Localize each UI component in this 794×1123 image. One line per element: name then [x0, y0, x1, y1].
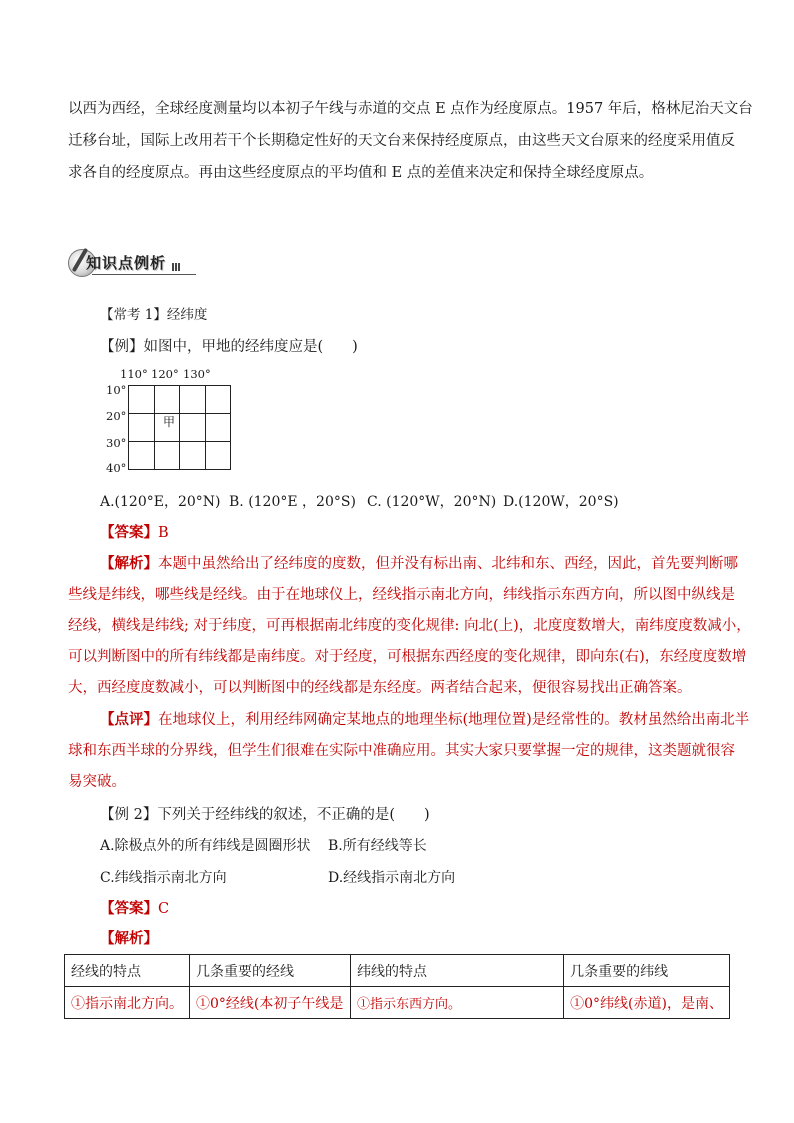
comment-line-1 [100, 710, 749, 730]
example1-option-c: C. (120°W，20°N) [367, 494, 497, 510]
table-cell: ①0°经线(本初子午线是 [190, 987, 351, 1019]
section-title: 知识点例析 [86, 254, 167, 272]
example2-answer-value: C [158, 901, 170, 917]
analysis-line-4: 可以判断图中的所有纬线都是南纬度。对于经度，可根据东西经度的变化规律，即向东(右)，东经度度数增 [68, 649, 747, 665]
table-header-cell: 几条重要的经线 [190, 955, 351, 987]
table-header-cell: 经线的特点 [65, 955, 190, 987]
changkao-heading [100, 305, 207, 325]
comment-line-2: 球和东西半球的分界线，但学生们很难在实际中准确应用。其实大家只要掌握一定的规律，这类题就很容 [68, 743, 735, 759]
lat-label-20: 20° [106, 409, 127, 423]
example1-question [100, 337, 358, 357]
analysis-line-2: 些线是纬线，哪些线是经线。由于在地球仪上，经线指示南北方向，纬线指示东西方向，所以图中纵线是 [68, 587, 735, 603]
comment-line-3: 易突破。 [68, 774, 126, 790]
answer-value: B [158, 525, 169, 541]
example2-question-text: 下列关于经纬线的叙述，不正确的是( ) [157, 807, 430, 823]
lat-label-10: 10° [106, 383, 127, 397]
grid-cells [128, 385, 231, 470]
example2-question [100, 805, 430, 825]
example2-analysis-tag: 【解析】 [100, 930, 158, 947]
intro-line-1: 以西为西经，全球经度测量均以本初子午线与赤道的交点 E 点作为经度原点。1957 年后，格林尼治天文台 [68, 101, 753, 117]
header-underline [92, 274, 196, 275]
example1-tag: 【例】 [100, 339, 144, 355]
table-row [65, 987, 730, 1019]
changkao-tag: 【常考 1】 [100, 307, 167, 323]
dots-decoration [172, 263, 180, 271]
example2-option-b: B.所有经线等长 [328, 838, 427, 854]
table-header-cell: 几条重要的纬线 [564, 955, 730, 987]
example2-answer-tag: 【答案】 [100, 900, 158, 917]
analysis-line-5: 大，西经度度数减小，可以判断图中的经线都是东经度。两者结合起来，便很容易找出正确答案。 [68, 680, 692, 696]
comment-tag: 【点评】 [100, 711, 158, 728]
intro-line-3: 求各自的经度原点。再由这些经度原点的平均值和 E 点的差值来决定和保持全球经度原点。 [68, 165, 654, 181]
answer-tag: 【答案】 [100, 524, 158, 541]
intro-line-2: 迁移台址，国际上改用若干个长期稳定性好的天文台来保持经度原点，由这些天文台原来的经度采用值反 [68, 133, 735, 149]
example1-option-b: B. (120°E ，20°S) [229, 494, 356, 510]
example1-option-a: A.(120°E，20°N) [100, 494, 221, 510]
cell-label-jia: 甲 [163, 415, 176, 429]
analysis-line-1 [100, 554, 738, 574]
comment-text-1: 在地球仪上，利用经纬网确定某地点的地理坐标(地理位置)是经常性的。教材虽然给出南北半 [158, 712, 750, 728]
lat-lon-features-table [64, 954, 730, 1019]
table-header-row [65, 955, 730, 987]
section-header [68, 247, 196, 277]
lat-lon-grid-figure [104, 368, 234, 476]
example2-option-c: C.纬线指示南北方向 [100, 870, 227, 886]
table-header-cell: 纬线的特点 [350, 955, 563, 987]
analysis-text-1: 本题中虽然给出了经纬度的度数，但并没有标出南、北纬和东、西经，因此，首先要判断哪 [158, 556, 738, 572]
example2-option-d: D.经线指示南北方向 [328, 870, 456, 886]
example1-question-text: 如图中，甲地的经纬度应是( ) [143, 339, 358, 355]
lat-label-40: 40° [106, 461, 127, 475]
example1-answer [100, 523, 169, 543]
example1-option-d: D.(120W，20°S) [503, 494, 619, 510]
table-cell: ①指示南北方向。 [65, 987, 190, 1019]
example2-tag: 【例 2】 [100, 807, 158, 823]
lat-label-30: 30° [106, 436, 127, 450]
example2-option-a: A.除极点外的所有纬线是圆圈形状 [100, 838, 311, 854]
lon-label-110: 110° [120, 367, 148, 381]
analysis-tag: 【解析】 [100, 555, 158, 572]
changkao-title: 经纬度 [166, 307, 208, 323]
lon-label-120: 120° [151, 367, 179, 381]
table-cell: ①0°纬线(赤道)，是南、 [564, 987, 730, 1019]
example2-answer [100, 899, 169, 919]
table-cell: ①指示东西方向。 [350, 987, 563, 1019]
lon-label-130: 130° [183, 367, 211, 381]
analysis-line-3: 经线，横线是纬线; 对于纬度，可再根据南北纬度的变化规律: 向北(上)，北度度数增大，南纬度度数减小， [68, 618, 751, 634]
